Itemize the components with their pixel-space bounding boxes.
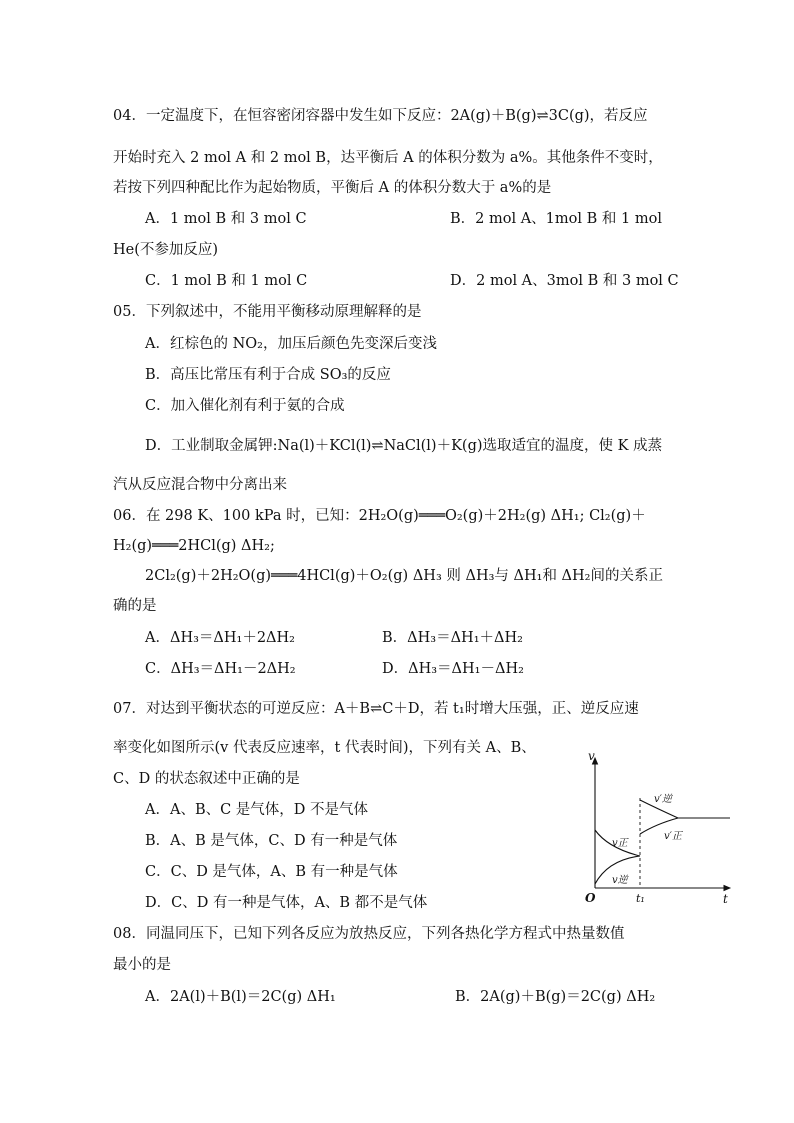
q05-option-b: B．高压比常压有利于合成 SO₃的反应: [145, 367, 391, 383]
v-forward-label: v正: [612, 838, 628, 849]
q06-stem-line4: 确的是: [113, 598, 157, 614]
q08-stem-line2: 最小的是: [113, 957, 171, 973]
q06-option-b: B．ΔH₃＝ΔH₁＋ΔH₂: [382, 630, 523, 646]
q06-option-d: D．ΔH₃＝ΔH₁－ΔH₂: [382, 661, 524, 677]
q04-option-d: D．2 mol A、3mol B 和 3 mol C: [450, 273, 679, 289]
q05-option-d-cont: 汽从反应混合物中分离出来: [113, 477, 287, 493]
q08-option-a: A．2A(l)＋B(l)＝2C(g) ΔH₁: [145, 989, 336, 1005]
q04-option-a: A．1 mol B 和 3 mol C: [145, 211, 307, 227]
q06-option-c: C．ΔH₃＝ΔH₁－2ΔH₂: [145, 661, 296, 677]
q06-stem-line3: 2Cl₂(g)＋2H₂O(g)═══4HCl(g)＋O₂(g) ΔH₃ 则 ΔH₃与 ΔH₁和 ΔH₂间的关系正: [145, 568, 663, 584]
q04-stem-line1: 04．一定温度下，在恒容密闭容器中发生如下反应：2A(g)＋B(g)⇌3C(g)，若反应: [113, 108, 648, 124]
q07-option-b: B．A、B 是气体，C、D 有一种是气体: [145, 833, 398, 849]
q07-option-c: C．C、D 是气体，A、B 有一种是气体: [145, 864, 398, 880]
q06-stem-line1: 06．在 298 K、100 kPa 时，已知：2H₂O(g)═══O₂(g)＋2H₂(g) ΔH₁; Cl₂(g)＋: [113, 508, 646, 524]
q04-option-b: B．2 mol A、1mol B 和 1 mol: [450, 211, 662, 227]
q05-option-d: D．工业制取金属钾:Na(l)＋KCl(l)⇌NaCl(l)＋K(g)选取适宜的温度，使 K 成蒸: [145, 438, 663, 454]
origin-label: O: [585, 891, 596, 905]
v-reverse-prime-label: v′逆: [654, 794, 672, 805]
q06-stem-line2: H₂(g)═══2HCl(g) ΔH₂;: [113, 538, 275, 554]
q06-option-a: A．ΔH₃＝ΔH₁＋2ΔH₂: [145, 630, 295, 646]
q04-option-c: C．1 mol B 和 1 mol C: [145, 273, 308, 289]
axis-y-label: v: [588, 750, 595, 763]
v-reverse-label: v逆: [612, 875, 628, 886]
q07-option-a: A．A、B、C 是气体，D 不是气体: [145, 802, 369, 818]
q07-option-d: D．C、D 有一种是气体，A、B 都不是气体: [145, 895, 428, 911]
q04-stem-line2: 开始时充入 2 mol A 和 2 mol B，达平衡后 A 的体积分数为 a%。其他条件不变时，: [113, 150, 663, 166]
q07-stem-line1: 07．对达到平衡状态的可逆反应：A＋B⇌C＋D，若 t₁时增大压强，正、逆反应速: [113, 701, 639, 717]
axis-x-label: t: [723, 892, 728, 906]
q04-option-b-cont: He(不参加反应): [113, 242, 219, 258]
q08-option-b: B．2A(g)＋B(g)＝2C(g) ΔH₂: [455, 989, 656, 1005]
t1-label: t₁: [636, 892, 645, 905]
rate-time-figure: [568, 750, 738, 910]
q04-stem-line3: 若按下列四种配比作为起始物质，平衡后 A 的体积分数大于 a%的是: [113, 180, 552, 196]
q05-option-a: A．红棕色的 NO₂，加压后颜色先变深后变浅: [145, 336, 437, 352]
q05-option-c: C．加入催化剂有利于氨的合成: [145, 398, 345, 414]
v-forward-prime-label: v′正: [664, 831, 682, 842]
q05-stem: 05．下列叙述中，不能用平衡移动原理解释的是: [113, 304, 422, 320]
q08-stem-line1: 08．同温同压下，已知下列各反应为放热反应，下列各热化学方程式中热量数值: [113, 926, 625, 942]
q07-stem-line2: 率变化如图所示(v 代表反应速率，t 代表时间)，下列有关 A、B、: [113, 740, 536, 756]
q07-stem-line3: C、D 的状态叙述中正确的是: [113, 771, 300, 787]
